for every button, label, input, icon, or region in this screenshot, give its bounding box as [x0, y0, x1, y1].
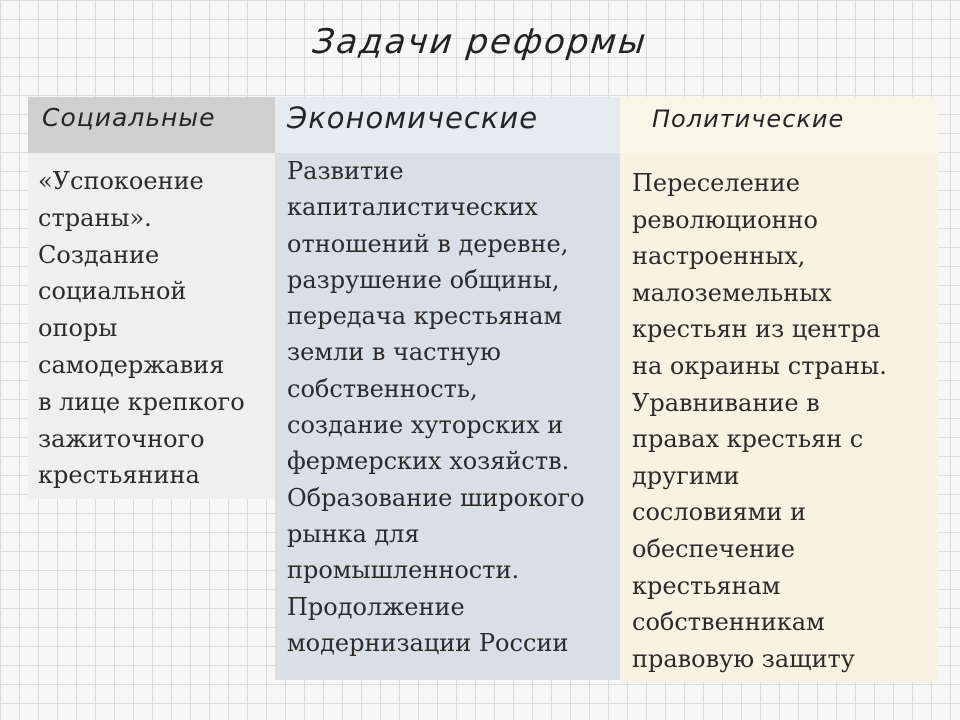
text-line: рынка для: [287, 519, 420, 548]
text-line: Продолжение: [287, 592, 465, 621]
text-line: разрушение общины,: [287, 265, 560, 294]
column-political: [620, 97, 938, 682]
column-social: [28, 97, 275, 499]
text-line: настроенных,: [632, 242, 806, 271]
text-line: зажиточного: [38, 424, 205, 453]
text-line: земли в частную: [287, 338, 501, 367]
text-line: в лице крепкого: [38, 387, 245, 416]
text-line: крестьян из центра: [632, 315, 881, 344]
text-line: собственникам: [632, 608, 825, 637]
text-line: Образование широкого: [287, 483, 585, 512]
text-line: обеспечение: [632, 534, 796, 563]
text-line: отношений в деревне,: [287, 229, 569, 258]
text-line: страны».: [38, 203, 152, 232]
column-heading-economic: Экономические: [287, 101, 539, 135]
column-body-social: [28, 153, 275, 499]
text-line: Развитие: [287, 157, 404, 185]
text-line: создание хуторских и: [287, 411, 564, 440]
text-line: собственность,: [287, 374, 478, 403]
text-line: Уравнивание в: [632, 388, 820, 417]
page-title: Задачи реформы: [310, 22, 650, 62]
text-line: Создание: [38, 240, 160, 269]
text-line: правовую защиту: [632, 644, 855, 673]
text-line: крестьянина: [38, 461, 200, 490]
text-line: Переселение: [632, 169, 800, 197]
text-line: модернизации России: [287, 628, 569, 657]
text-line: капиталистических: [287, 193, 538, 222]
text-line: сословиями и: [632, 498, 806, 527]
text-line: революционно: [632, 205, 818, 234]
text-line: правах крестьян с: [632, 425, 864, 454]
text-line: промышленности.: [287, 556, 520, 585]
text-line: другими: [632, 461, 740, 490]
column-heading-political: Политические: [652, 105, 845, 133]
text-line: «Успокоение: [38, 167, 204, 195]
column-body-political: [620, 153, 938, 682]
text-line: малоземельных: [632, 278, 832, 307]
column-heading-social: Социальные: [28, 97, 275, 153]
text-line: самодержавия: [38, 350, 225, 379]
text-line: на окраины страны.: [632, 351, 887, 380]
text-line: опоры: [38, 314, 118, 343]
column-economic: [275, 97, 620, 680]
text-line: передача крестьянам: [287, 302, 563, 331]
text-line: социальной: [38, 277, 187, 306]
column-body-economic: [275, 153, 620, 680]
text-line: крестьянам: [632, 571, 781, 600]
text-line: фермерских хозяйств.: [287, 447, 570, 476]
